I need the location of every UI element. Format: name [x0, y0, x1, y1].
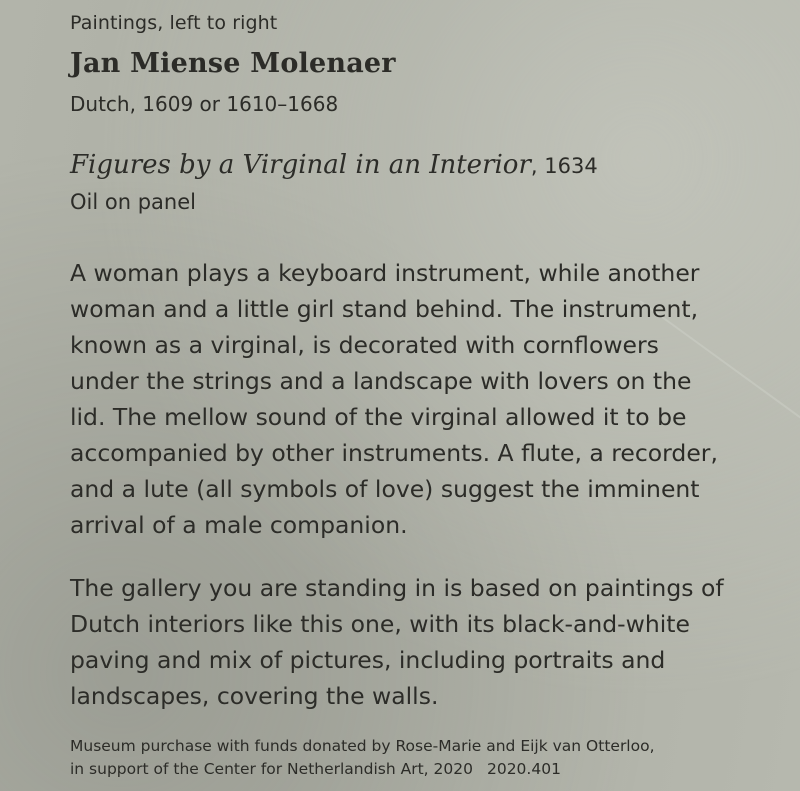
description-line: The gallery you are standing in is based on paintings of [70, 574, 724, 602]
credit-line-2-row [70, 758, 655, 781]
artist-dates: Dutch, 1609 or 1610–1668 [70, 92, 339, 116]
description-line: A woman plays a keyboard instrument, while another [70, 259, 700, 287]
artwork-title: Figures by a Virginal in an Interior [70, 150, 531, 180]
description-line: under the strings and a landscape with lovers on the [70, 367, 692, 395]
description-paragraph-2 [70, 570, 724, 714]
description-line: and a lute (all symbols of love) suggest the imminent [70, 475, 700, 503]
description-line: lid. The mellow sound of the virginal allowed it to be [70, 403, 687, 431]
artwork-medium: Oil on panel [70, 190, 196, 214]
description-line: Dutch interiors like this one, with its black-and-white [70, 610, 690, 638]
artwork-title-line [70, 150, 598, 180]
accession-number: 2020.401 [486, 760, 561, 778]
artist-name: Jan Miense Molenaer [70, 48, 396, 79]
description-line: arrival of a male companion. [70, 511, 408, 539]
description-line: landscapes, covering the walls. [70, 682, 439, 710]
artwork-year: , 1634 [530, 154, 598, 178]
header-note: Paintings, left to right [70, 12, 278, 34]
description-paragraph-1 [70, 255, 718, 543]
credit-line [70, 735, 655, 781]
description-line: known as a virginal, is decorated with cornflowers [70, 331, 659, 359]
description-line: paving and mix of pictures, including portraits and [70, 646, 666, 674]
credit-line-1: Museum purchase with funds donated by Rose-Marie and Eijk van Otterloo, [70, 737, 655, 755]
description-line: woman and a little girl stand behind. The instrument, [70, 295, 699, 323]
credit-line-2: in support of the Center for Netherlandish Art, 2020 [70, 760, 473, 778]
description-line: accompanied by other instruments. A flute, a recorder, [70, 439, 718, 467]
